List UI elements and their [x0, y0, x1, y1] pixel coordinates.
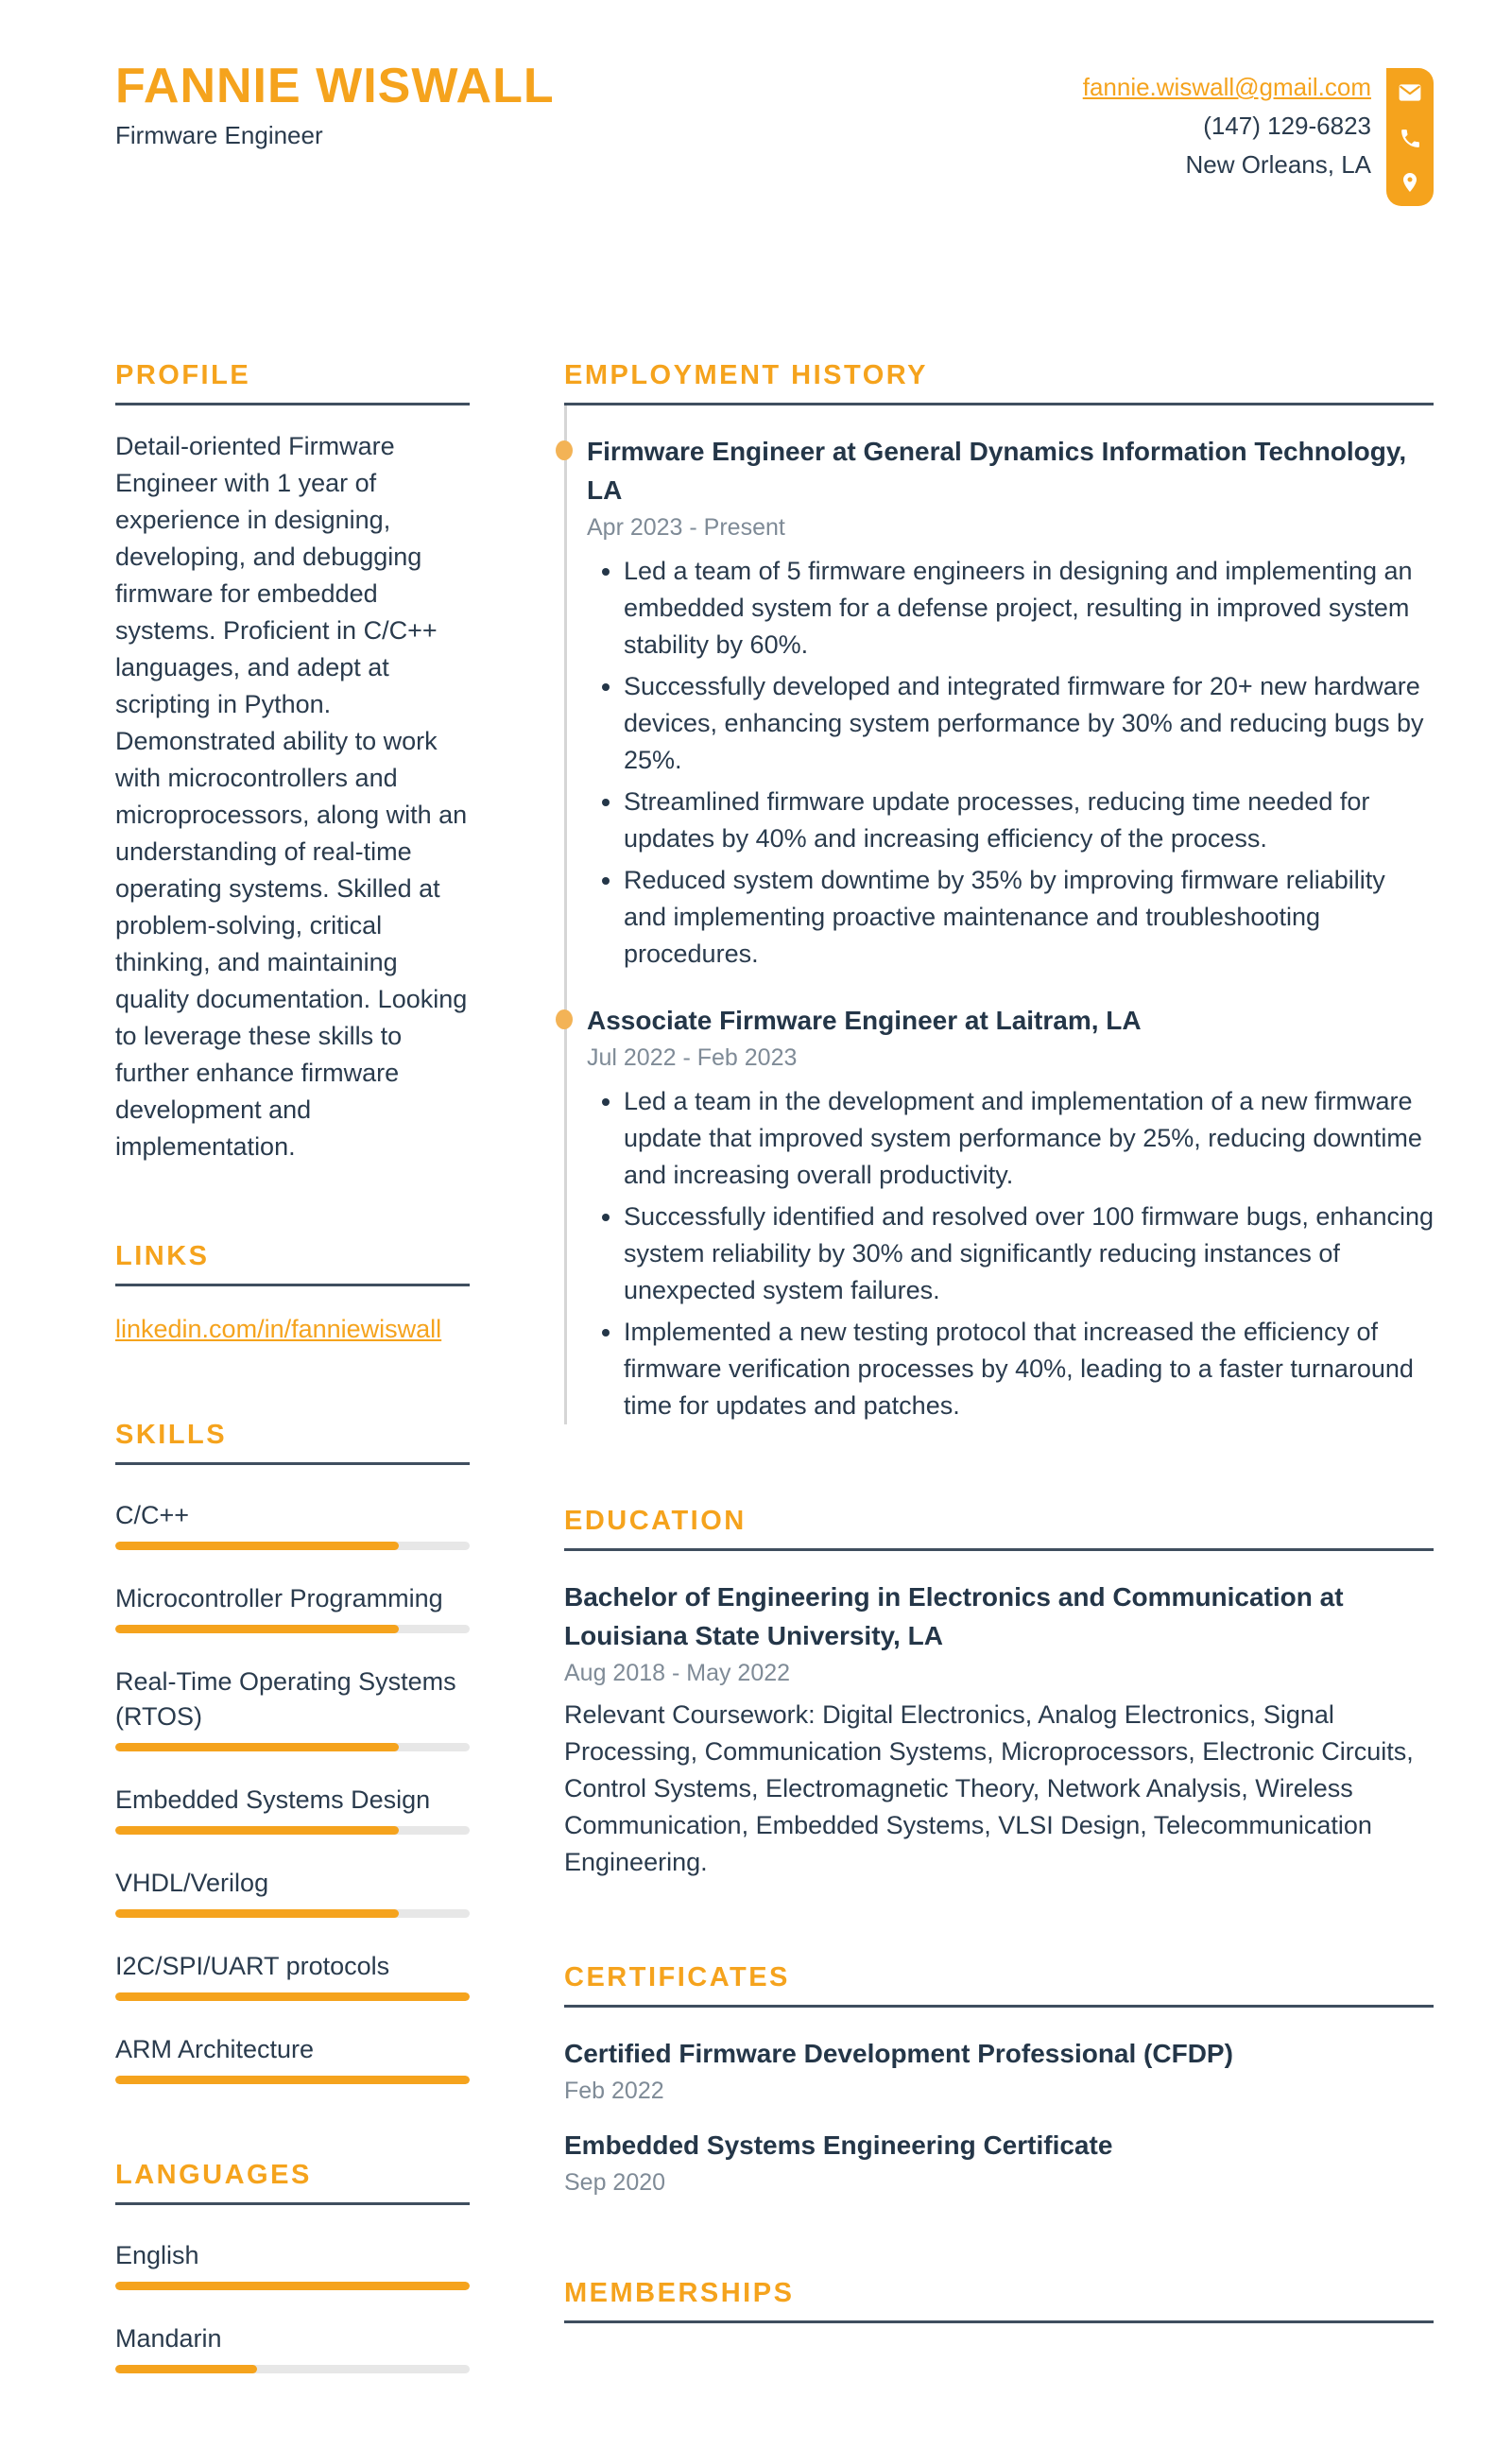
contact-rows: [1083, 68, 1371, 184]
skill-item: [115, 2032, 470, 2084]
links-section: [115, 1241, 470, 1344]
envelope-icon: [1398, 80, 1422, 105]
education-title: Bachelor of Engineering in Electronics and Communication at Louisiana State University, LA: [564, 1582, 1344, 1650]
education-description: Relevant Coursework: Digital Electronics, Analog Electronics, Signal Processing, Communication Systems, Microprocessors, Electronic Circuits, Control Systems, Electromagnetic Theory, Network Analysis, Wireless Communication, Embedded Systems, VLSI Design, Telecommunication Engineering.: [564, 1700, 1414, 1876]
employment-heading: EMPLOYMENT HISTORY: [564, 360, 1434, 405]
job-bullet: • Reduced system downtime by 35% by improving firmware reliability and implementing proactive maintenance and troubleshooting procedures.: [624, 862, 1434, 973]
language-bar-fill: [115, 2282, 470, 2290]
links-heading: LINKS: [115, 1241, 470, 1286]
job-bullet-list: [587, 1083, 1434, 1424]
skills-heading: SKILLS: [115, 1420, 470, 1465]
job-bullet: • Implemented a new testing protocol that increased the efficiency of firmware verification processes by 40%, leading to a faster turnaround time for updates and patches.: [624, 1314, 1434, 1424]
main-column: [564, 360, 1434, 2405]
skills-section: [115, 1420, 470, 2084]
skill-bar: [115, 2076, 470, 2084]
skill-label: Microcontroller Programming: [115, 1584, 443, 1613]
job-bullet: • Led a team of 5 firmware engineers in designing and implementing an embedded system for a defense project, resulting in improved system stability by 60%.: [624, 553, 1434, 664]
certificates-heading: CERTIFICATES: [564, 1962, 1434, 2008]
content-columns: [0, 360, 1512, 2449]
skill-bar-fill: [115, 2076, 470, 2084]
email-link[interactable]: fannie.wiswall@gmail.com: [1082, 73, 1371, 101]
certificate-title: Certified Firmware Development Professional (CFDP): [564, 2039, 1233, 2068]
skill-label: C/C++: [115, 1501, 190, 1529]
skill-bar-fill: [115, 1909, 399, 1918]
skill-item: [115, 1498, 470, 1550]
skill-bar: [115, 1992, 470, 2001]
job-bullet-list: [587, 553, 1434, 973]
certificate-entry: [564, 2034, 1434, 2105]
skill-item: [115, 1949, 470, 2001]
contact-block: [1083, 68, 1434, 206]
profile-heading: PROFILE: [115, 360, 470, 405]
profile-section: [115, 360, 470, 1165]
contact-email-row: [1083, 68, 1371, 107]
education-dates: Aug 2018 - May 2022: [564, 1660, 791, 1686]
map-pin-icon: [1399, 171, 1421, 194]
skill-bar: [115, 1542, 470, 1550]
person-title: Firmware Engineer: [115, 121, 323, 149]
language-bar-fill: [115, 2365, 257, 2373]
certificate-dates: Sep 2020: [564, 2169, 666, 2196]
job-entry: [587, 1001, 1434, 1424]
skill-bar: [115, 1909, 470, 1918]
skill-item: [115, 1783, 470, 1835]
skill-item: [115, 1664, 470, 1751]
skill-bar-fill: [115, 1826, 399, 1835]
skill-label: VHDL/Verilog: [115, 1869, 269, 1897]
language-bar: [115, 2365, 470, 2373]
job-bullet: • Successfully identified and resolved over 100 firmware bugs, enhancing system reliability by 30% and significantly reducing instances of unexpected system failures.: [624, 1199, 1434, 1309]
memberships-section: [564, 2278, 1434, 2323]
job-dates: Jul 2022 - Feb 2023: [587, 1044, 798, 1071]
job-entry: [587, 432, 1434, 973]
skill-label: Real-Time Operating Systems (RTOS): [115, 1667, 456, 1731]
skill-item: [115, 1581, 470, 1633]
languages-heading: LANGUAGES: [115, 2160, 470, 2205]
job-bullet: • Streamlined firmware update processes, reducing time needed for updates by 40% and increasing efficiency of the process.: [624, 784, 1434, 857]
language-bar: [115, 2282, 470, 2290]
linkedin-link[interactable]: linkedin.com/in/fanniewiswall: [115, 1315, 442, 1343]
memberships-heading: MEMBERSHIPS: [564, 2278, 1434, 2323]
person-name: FANNIE WISWALL: [115, 59, 555, 113]
certificates-section: [564, 1962, 1434, 2197]
skill-item: [115, 1866, 470, 1918]
education-entry: [564, 1578, 1434, 1881]
language-item: [115, 2321, 470, 2373]
phone-number: (147) 129-6823: [1203, 112, 1371, 140]
skill-bar-fill: [115, 1542, 399, 1550]
location-text: New Orleans, LA: [1185, 150, 1371, 179]
sidebar: [115, 360, 470, 2449]
name-block: [115, 59, 555, 150]
resume-header: [0, 0, 1512, 206]
skill-bar: [115, 1743, 470, 1751]
job-title: Associate Firmware Engineer at Laitram, LA: [587, 1006, 1142, 1035]
job-bullet: • Successfully developed and integrated firmware for 20+ new hardware devices, enhancing system performance by 30% and reducing bugs by 25%.: [624, 668, 1434, 779]
skill-label: I2C/SPI/UART protocols: [115, 1952, 390, 1980]
certificate-title: Embedded Systems Engineering Certificate: [564, 2130, 1113, 2160]
employment-section: [564, 360, 1434, 1424]
skill-bar: [115, 1826, 470, 1835]
job-dates: Apr 2023 - Present: [587, 514, 785, 541]
certificate-entry: [564, 2126, 1434, 2197]
language-label: English: [115, 2241, 199, 2269]
language-item: [115, 2238, 470, 2290]
language-label: Mandarin: [115, 2324, 222, 2353]
skill-label: Embedded Systems Design: [115, 1785, 431, 1814]
job-bullet: • Led a team in the development and implementation of a new firmware update that improved system performance by 25%, reducing downtime and increasing overall productivity.: [624, 1083, 1434, 1194]
skill-bar-fill: [115, 1992, 470, 2001]
profile-text: Detail-oriented Firmware Engineer with 1 year of experience in designing, developing, and debugging firmware for embedded systems. Proficient in C/C++ languages, and adept at scripting in Python. Demonstrated ability to work with microcontrollers and microprocessors, along with an understanding of real-time operating systems. Skilled at problem-solving, critical thinking, and maintaining quality documentation. Looking to leverage these skills to further enhance firmware development and implementation.: [115, 432, 468, 1161]
phone-icon: [1399, 127, 1422, 150]
skill-bar-fill: [115, 1743, 399, 1751]
certificate-dates: Feb 2022: [564, 2078, 664, 2104]
skill-label: ARM Architecture: [115, 2035, 315, 2063]
contact-icon-badge: [1386, 68, 1434, 206]
education-heading: EDUCATION: [564, 1506, 1434, 1551]
languages-section: [115, 2160, 470, 2373]
skill-bar-fill: [115, 1625, 399, 1633]
job-title: Firmware Engineer at General Dynamics Information Technology, LA: [587, 437, 1407, 505]
skill-bar: [115, 1625, 470, 1633]
employment-timeline: [564, 405, 1434, 1424]
education-section: [564, 1506, 1434, 1881]
